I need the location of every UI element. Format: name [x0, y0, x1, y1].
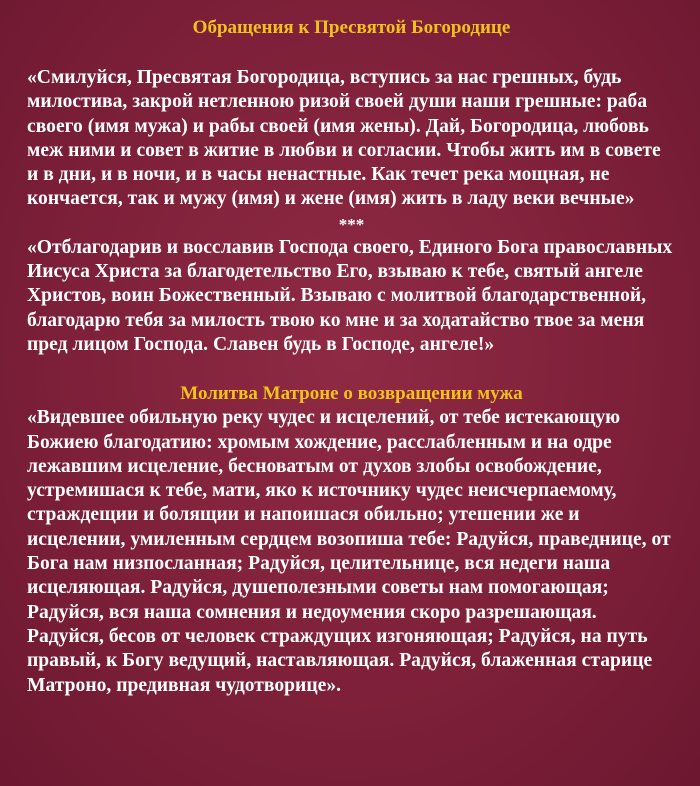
- section-title-matrona: Молитва Матроне о возвращении мужа: [180, 383, 523, 405]
- prayer-angel: «Отблагодарив и восславив Господа своего, Единого Бога православных Иисуса Христа за благодетельство Его, взываю к тебе, святый ангеле Христов, воин Божественный. Взываю с молитвой благодарственной, благодарю тебя за милость твою ко мне и за ходатайство твое за меня пред лицом Господа. Славен будь в Господе, ангеле!»: [27, 236, 673, 355]
- prayer-theotokos: «Смилуйся, Пресвятая Богородица, вступись за нас грешных, будь милостива, закрой нетленною ризой своей души наши грешные: раба своего (имя мужа) и рабы своей (имя жены). Дай, Богородица, любовь меж ними и совет в житие в любви и согласии. Чтобы жить им в совете и в дни, и в ночи, и в часы ненастные. Как течет река мощная, не кончается, так и мужу (имя) и жене (имя) жить в ладу веки вечные»: [27, 67, 661, 210]
- section-title-theotokos: Обращения к Пресвятой Богородице: [192, 17, 511, 38]
- separator: ***: [338, 214, 365, 234]
- prayer-matrona: «Видевшее обильную реку чудес и исцелений, от тебе истекающую Божиею благодатию: хромым хождение, расслабленным и на одре лежавшим исцеление, бесноватым от духов злобы освобождение, устремишася к тебе, мати, яко к источнику чудес неисчерпаемому, страждещии и болящии и напоишася обильно; утешении же и исцелении, умиленным сердцем возопиша тебе: Радуйся, праведнице, от Бога нам низпосланная; Радуйся, целительнице, вся недеги наша исцеляющая. Радуйся, душеполезными советы нам помогающая; Радуйся, вся наша сомнения и недоумения скоро разрешающая. Радуйся, бесов от человек страждущих изгоняющая; Радуйся, на путь правый, к Богу ведущий, наставляющая. Радуйся, блаженная старице Матроно, предивная чудотворице».: [27, 407, 671, 696]
